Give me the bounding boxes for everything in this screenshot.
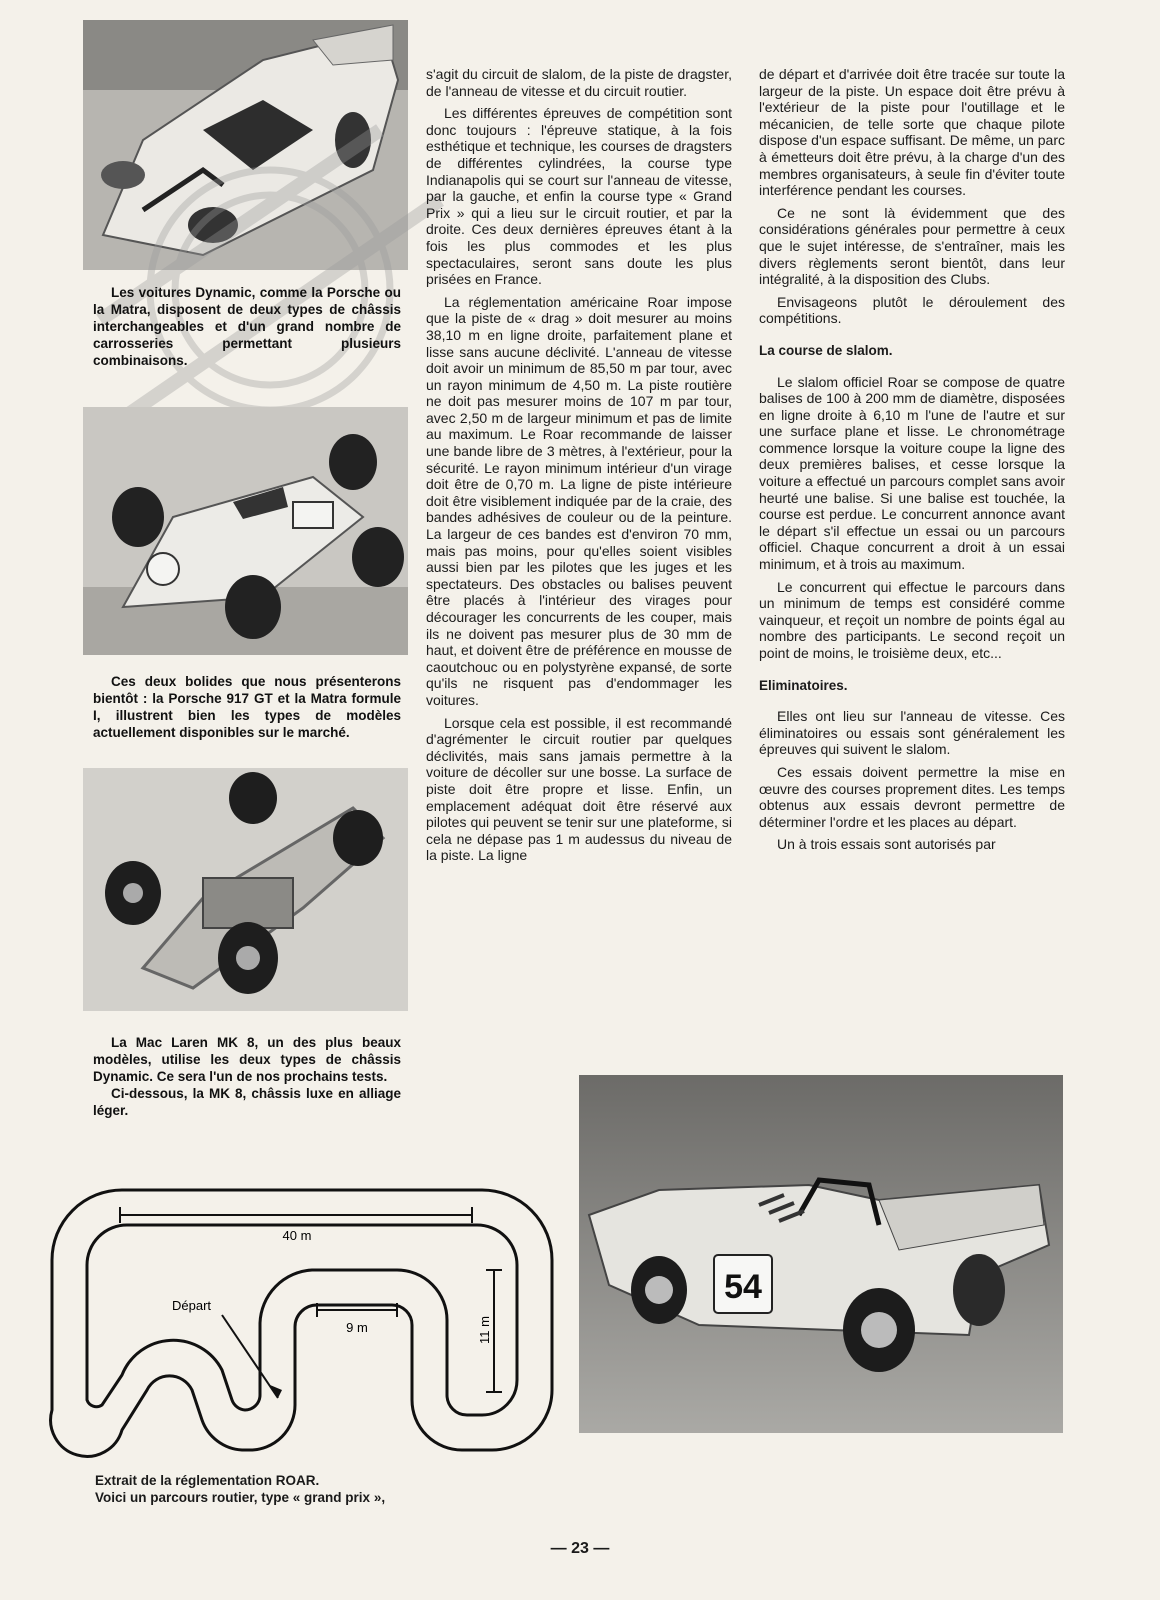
section-heading-slalom: La course de slalom.: [759, 342, 893, 358]
track-caption-line: Voici un parcours routier, type « grand prix »,: [95, 1490, 386, 1505]
photo-porsche-917: [83, 20, 408, 270]
track-diagram: [42, 1180, 562, 1460]
chassis-illustration: [83, 768, 408, 1011]
porsche-illustration: [83, 20, 408, 270]
caption-text: Ces deux bolides que nous présenterons bientôt : la Porsche 917 GT et la Matra formule I, illustrent bien les types de modèles actuellement disponibles sur le marché.: [93, 674, 401, 740]
photo-matra-f1: [83, 407, 408, 655]
paragraph: de départ et d'arrivée doit être tracée sur toute la largeur de la piste. Un espace doit être prévu à l'extérieur de la piste pour l'outillage et le mécanicien, de telle sorte que chaque pilote dispose d'un espace suffisant. De même, un parc à émetteurs doit être prévu, à la charge d'un des membres organisateurs, à seule fin d'éviter toute interférence pendant les courses.: [759, 66, 1065, 199]
matra-illustration: [83, 407, 408, 655]
paragraph: Un à trois essais sont autorisés par: [777, 836, 996, 853]
paragraph: Elles ont lieu sur l'anneau de vitesse. Ces éliminatoires ou essais sont généralement les épreuves qui suivent le slalom.: [759, 708, 1065, 758]
track-caption: [95, 1472, 495, 1506]
paragraph: Le slalom officiel Roar se compose de quatre balises de 100 à 200 mm de diamètre, disposées en ligne droite à 6,10 m l'une de l'autre et sur une surface plane et lisse. Le chronométrage commence lorsque la voiture coupe la ligne des deux premières balises, et cesse lorsque la voiture a effectué un parcours complet sans avoir heurté une balise. Si une balise est touchée, la course est perdue. Le concurrent annonce avant le départ s'il effectue un essai ou un parcours officiel. Chaque concurrent a droit à un essai minimum, et à trois au maximum.: [759, 373, 1065, 573]
caption-text: La Mac Laren MK 8, un des plus beaux modèles, utilise les deux types de châssis Dynamic. Ce sera l'un de nos prochains tests.: [93, 1035, 401, 1084]
dimension-40m: 40 m: [282, 1228, 312, 1243]
paragraph: Lorsque cela est possible, il est recommandé d'agrémenter le circuit routier par quelques déclivités, mais sans jamais permettre à la voiture de décoller sur une bosse. La surface de piste doit être propre et lisse. Enfin, un emplacement adéquat doit être réservé aux pilotes qui peuvent se tenir sur une plateforme, si cela ne dépase pas 1 m audessus du niveau de la piste. La ligne: [426, 714, 732, 864]
caption-mk8: [93, 1034, 401, 1119]
depart-label: Départ: [172, 1298, 212, 1313]
photo-mk8-chassis: [83, 768, 408, 1011]
track-layout-svg: [42, 1180, 562, 1460]
caption-text: Les voitures Dynamic, comme la Porsche ou la Matra, disposent de deux types de châssis interchangeables et d'un grand nombre de carrosseries permettant plusieurs combinaisons.: [93, 285, 401, 368]
car-number: 54: [724, 1268, 762, 1306]
article-column-3: [759, 66, 1065, 859]
paragraph: s'agit du circuit de slalom, de la piste de dragster, de l'anneau de vitesse et du circuit routier.: [426, 66, 732, 99]
paragraph: Envisageons plutôt le déroulement des compétitions.: [759, 293, 1065, 327]
car-54-illustration: [579, 1075, 1063, 1433]
article-column-2: [426, 66, 732, 870]
paragraph: Les différentes épreuves de compétition sont donc toujours : l'épreuve statique, à la fois esthétique et technique, les courses de dragsters de différentes cylindrées, la course type Indianapolis qui se court sur l'anneau de vitesse, par la gauche, et enfin la course type « Grand Prix » qui a lieu sur le circuit routier, et par la droite. Ces deux dernières épreuves étant à la fois les plus commodes et les plus spectaculaires, seront sans doute les plus prisées en France.: [426, 105, 732, 288]
paragraph: Ces essais doivent permettre la mise en œuvre des courses proprement dites. Les temps obtenus aux essais devront permettre de déterminer l'ordre et les places au départ.: [759, 763, 1065, 830]
paragraph: Ce ne sont là évidemment que des considérations générales pour permettre à ceux que le sujet intéresse, de s'entraîner, mais les divers règlements seront bientôt, dans leur intégralité, à la disposition des Clubs.: [759, 204, 1065, 288]
caption-text: Ci-dessous, la MK 8, châssis luxe en alliage léger.: [93, 1086, 401, 1118]
paragraph: La réglementation américaine Roar impose que la piste de « drag » doit mesurer au moins 38,10 m en ligne droite, parfaitement plane et lisse sans aucune déclivité. L'anneau de vitesse doit avoir un minimum de 85,50 m par tour, avec un rayon minimum de 4,50 m. La piste routière ne doit pas mesurer moins de 107 m par tour, avec 2,50 m de largeur minimum et pas de limite au maximum. Le Roar recommande de laisser une bande libre de 3 mètres, à l'extérieur, pour la sécurité. Le rayon minimum intérieur d'un virage doit être de 0,70 m. La ligne de piste intérieure doit être visiblement indiquée par de la craie, des bandes adhésives de couleur ou de la peinture. La largeur de ces bandes est d'environ 70 mm, mais pas moins, pour qu'elles soient visibles aussi bien par les pilotes que les juges et les spectateurs. Des obstacles ou balises peuvent être placés à l'intérieur des virages pour décourager les concurrents de les couper, mais ils ne doivent pas mesurer plus de 30 mm de haut, et doivent être de préférence en mousse de caoutchouc ou en polystyrène expansé, de sorte qu'ils ne risquent pas d'endommager les voitures.: [426, 293, 732, 708]
caption-dynamic-cars: [93, 284, 401, 369]
dimension-11m: 11 m: [477, 1316, 492, 1344]
paragraph: Le concurrent qui effectue le parcours dans un minimum de temps est considéré comme vainqueur, et reçoit un nombre de points égal au nombre des participants. Le second reçoit un point de moins, le troisième deux, etc...: [759, 578, 1065, 661]
page-number: — 23 —: [550, 1540, 610, 1557]
track-caption-line: Extrait de la réglementation ROAR.: [95, 1473, 320, 1488]
photo-car-54: [579, 1075, 1063, 1433]
dimension-9m: 9 m: [346, 1320, 368, 1335]
caption-two-cars: [93, 673, 401, 741]
section-heading-eliminatoires: Eliminatoires.: [759, 677, 848, 693]
